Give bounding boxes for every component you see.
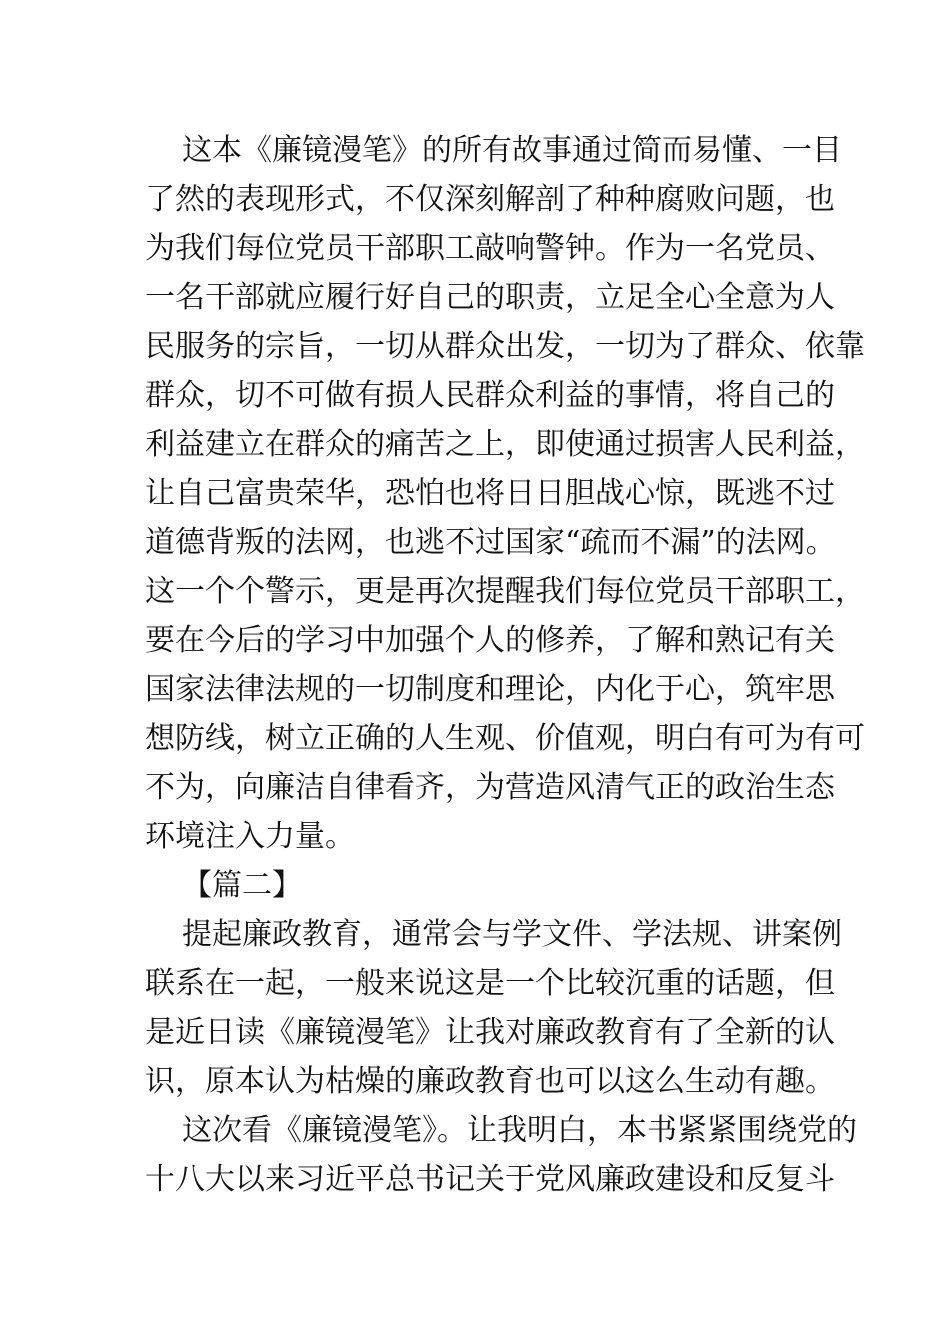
text-line: 一名干部就应履行好自己的职责，立足全心全意为人 (145, 280, 835, 315)
section-heading: 【篇二】 (182, 868, 302, 903)
text-line: 十八大以来习近平总书记关于党风廉政建设和反复斗 (145, 1162, 835, 1197)
text-line: 识，原本认为枯燥的廉政教育也可以这么生动有趣。 (145, 1064, 835, 1099)
text-line: 不为，向廉洁自律看齐，为营造风清气正的政治生态 (145, 770, 835, 805)
text-line: 环境注入力量。 (145, 819, 355, 854)
text-line: 这一个个警示，更是再次提醒我们每位党员干部职工， (145, 574, 865, 609)
text-line: 这次看《廉镜漫笔》。让我明白，本书紧紧围绕党的 (182, 1113, 857, 1148)
text-line: 想防线，树立正确的人生观、价值观，明白有可为有可 (145, 721, 865, 756)
text-line: 要在今后的学习中加强个人的修养，了解和熟记有关 (145, 623, 835, 658)
text-line: 国家法律法规的一切制度和理论，内化于心，筑牢思 (145, 672, 835, 707)
text-line: 是近日读《廉镜漫笔》让我对廉政教育有了全新的认 (145, 1015, 835, 1050)
text-line: 提起廉政教育，通常会与学文件、学法规、讲案例 (182, 917, 842, 952)
document-body (145, 126, 865, 1204)
text-line: 这本《廉镜漫笔》的所有故事通过简而易懂、一目 (182, 133, 842, 168)
text-line: 了然的表现形式，不仅深刻解剖了种种腐败问题，也 (145, 182, 835, 217)
text-line: 群众，切不可做有损人民群众利益的事情，将自己的 (145, 378, 835, 413)
text-line: 道德背叛的法网，也逃不过国家“疏而不漏”的法网。 (145, 525, 836, 560)
text-line: 利益建立在群众的痛苦之上，即使通过损害人民利益， (145, 427, 865, 462)
text-line: 民服务的宗旨，一切从群众出发，一切为了群众、依靠 (145, 329, 865, 364)
text-line: 联系在一起，一般来说这是一个比较沉重的话题，但 (145, 966, 835, 1001)
text-line: 为我们每位党员干部职工敲响警钟。作为一名党员、 (145, 231, 835, 266)
text-line: 让自己富贵荣华，恐怕也将日日胆战心惊，既逃不过 (145, 476, 835, 511)
